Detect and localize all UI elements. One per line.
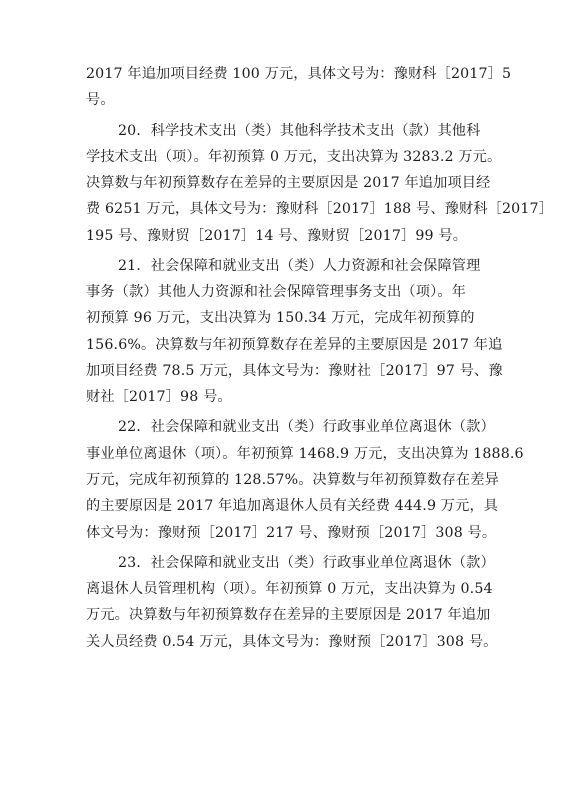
paragraph-line: 事业单位离退休（项）。年初预算 1468.9 万元，支出决算为 1888.6	[86, 446, 524, 462]
paragraph-line: 万元。决算数与年初预算数存在差异的主要原因是 2017 年追加	[86, 607, 491, 623]
paragraph-line: 21．社会保障和就业支出（类）人力资源和社会保障管理	[118, 258, 481, 274]
paragraph-line: 23．社会保障和就业支出（类）行政事业单位离退休（款）	[118, 555, 495, 571]
paragraph-line: 2017 年追加项目经费 100 万元，具体文号为：豫财科［2017］5	[86, 66, 512, 82]
paragraph-line: 学技术支出（项）。年初预算 0 万元，支出决算为 3283.2 万元。	[86, 149, 502, 165]
paragraph-line: 事务（款）其他人力资源和社会保障管理事务支出（项）。年	[86, 284, 467, 300]
paragraph-line: 22．社会保障和就业支出（类）行政事业单位离退休（款）	[118, 419, 495, 435]
paragraph-line: 关人员经费 0.54 万元，具体文号为：豫财预［2017］308 号。	[86, 634, 498, 650]
paragraph-line: 156.6%。决算数与年初预算数存在差异的主要原因是 2017 年追	[86, 337, 503, 353]
paragraph-line: 财社［2017］98 号。	[86, 389, 232, 405]
paragraph-line: 初预算 96 万元，支出决算为 150.34 万元，完成年初预算的	[86, 310, 475, 326]
paragraph-line: 的主要原因是 2017 年追加离退休人员有关经费 444.9 万元，具	[86, 498, 499, 514]
paragraph-line: 加项目经费 78.5 万元，具体文号为：豫财社［2017］97 号、豫	[86, 363, 503, 379]
paragraph-line: 号。	[86, 92, 115, 108]
paragraph-line: 万元，完成年初预算的 128.57%。决算数与年初预算数存在差异	[86, 472, 499, 488]
paragraph-line: 费 6251 万元，具体文号为：豫财科［2017］188 号、豫财科［2017］	[86, 201, 554, 217]
paragraph-line: 20．科学技术支出（类）其他科学技术支出（款）其他科	[118, 123, 481, 139]
paragraph-line: 离退休人员管理机构（项）。年初预算 0 万元，支出决算为 0.54	[86, 581, 493, 597]
paragraph-line: 195 号、豫财贸［2017］14 号、豫财贸［2017］99 号。	[86, 228, 468, 244]
paragraph-line: 决算数与年初预算数存在差异的主要原因是 2017 年追加项目经	[86, 175, 491, 191]
paragraph-line: 体文号为：豫财预［2017］217 号、豫财预［2017］308 号。	[86, 525, 497, 541]
